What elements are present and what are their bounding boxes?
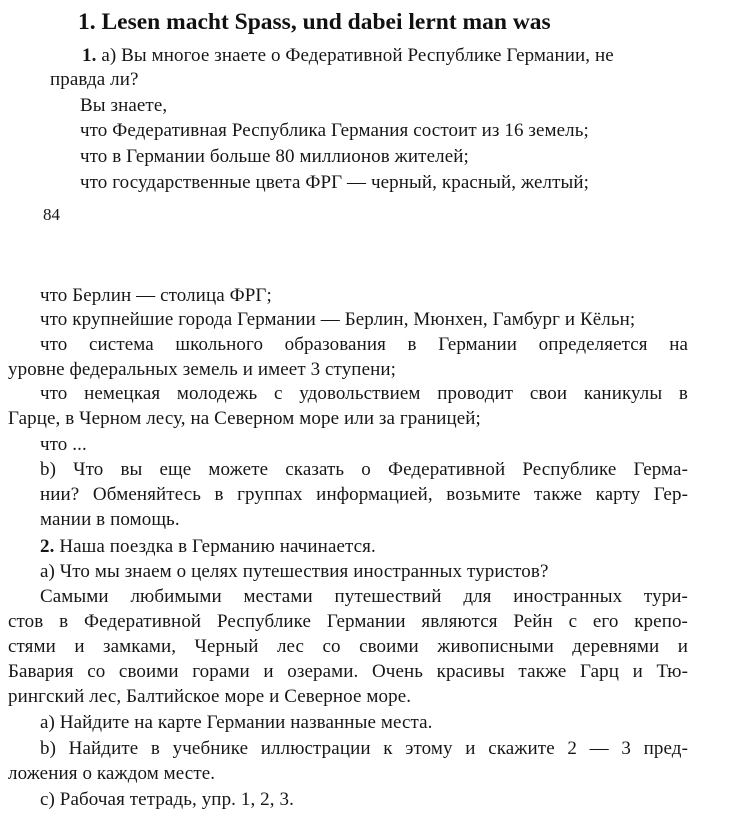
list-line: что государственные цвета ФРГ — черный, красный, желтый; (80, 172, 589, 193)
paragraph-line: Самыми любимыми местами путешествий для иностранных тури- (40, 586, 688, 607)
list-line: Гарце, в Черном лесу, на Северном море или за границей; (8, 408, 481, 429)
paragraph-line: нии? Обменяйтесь в группах информацией, возьмите также карту Гер- (40, 484, 688, 505)
list-line: что в Германии больше 80 миллионов жителей; (80, 146, 469, 167)
exercise-2-title: Наша поездка в Германию начинается. (59, 536, 376, 557)
paragraph-line: стями и замками, Черный лес со своими живописными деревнями и (8, 636, 688, 657)
task-line: c) Рабочая тетрадь, упр. 1, 2, 3. (40, 789, 294, 810)
exercise-1-intro-line (82, 44, 614, 68)
exercise-1-question-cont: правда ли? (50, 69, 139, 90)
section-title: 1. Lesen macht Spass, und dabei lernt man was (78, 9, 551, 35)
paragraph-line: рингский лес, Балтийское море и Северное море. (8, 686, 412, 707)
list-line: что немецкая молодежь с удовольствием проводит свои каникулы в (40, 383, 688, 404)
list-line: уровне федеральных земель и имеет 3 ступени; (8, 359, 397, 380)
list-line: Вы знаете, (80, 95, 168, 116)
paragraph-line: a) Что мы знаем о целях путешествия иностранных туристов? (40, 561, 549, 582)
list-line: что ... (40, 434, 87, 455)
task-line: a) Найдите на карте Германии названные места. (40, 712, 433, 733)
paragraph-line: стов в Федеративной Республике Германии являются Рейн с его крепо- (8, 611, 688, 632)
exercise-1-question: a) Вы многое знаете о Федеративной Республике Германии, не (101, 45, 614, 66)
paragraph-line: мании в помощь. (40, 509, 180, 530)
list-line: что крупнейшие города Германии — Берлин, Мюнхен, Гамбург и Кёльн; (40, 309, 636, 330)
page-number: 84 (43, 205, 60, 224)
exercise-2-heading (40, 535, 376, 559)
paragraph-line: Бавария со своими горами и озерами. Очень красивы также Гарц и Тю- (8, 661, 688, 682)
exercise-2-number: 2. (40, 536, 55, 557)
exercise-1-number: 1. (82, 45, 97, 66)
list-line: что система школьного образования в Германии определяется на (40, 334, 688, 355)
list-line: что Федеративная Республика Германия состоит из 16 земель; (80, 120, 589, 141)
list-line: что Берлин — столица ФРГ; (40, 285, 272, 306)
task-line: ложения о каждом месте. (8, 763, 216, 784)
task-line: b) Найдите в учебнике иллюстрации к этому и скажите 2 — 3 пред- (40, 738, 688, 759)
paragraph-line: b) Что вы еще можете сказать о Федеративной Республике Герма- (40, 459, 688, 480)
